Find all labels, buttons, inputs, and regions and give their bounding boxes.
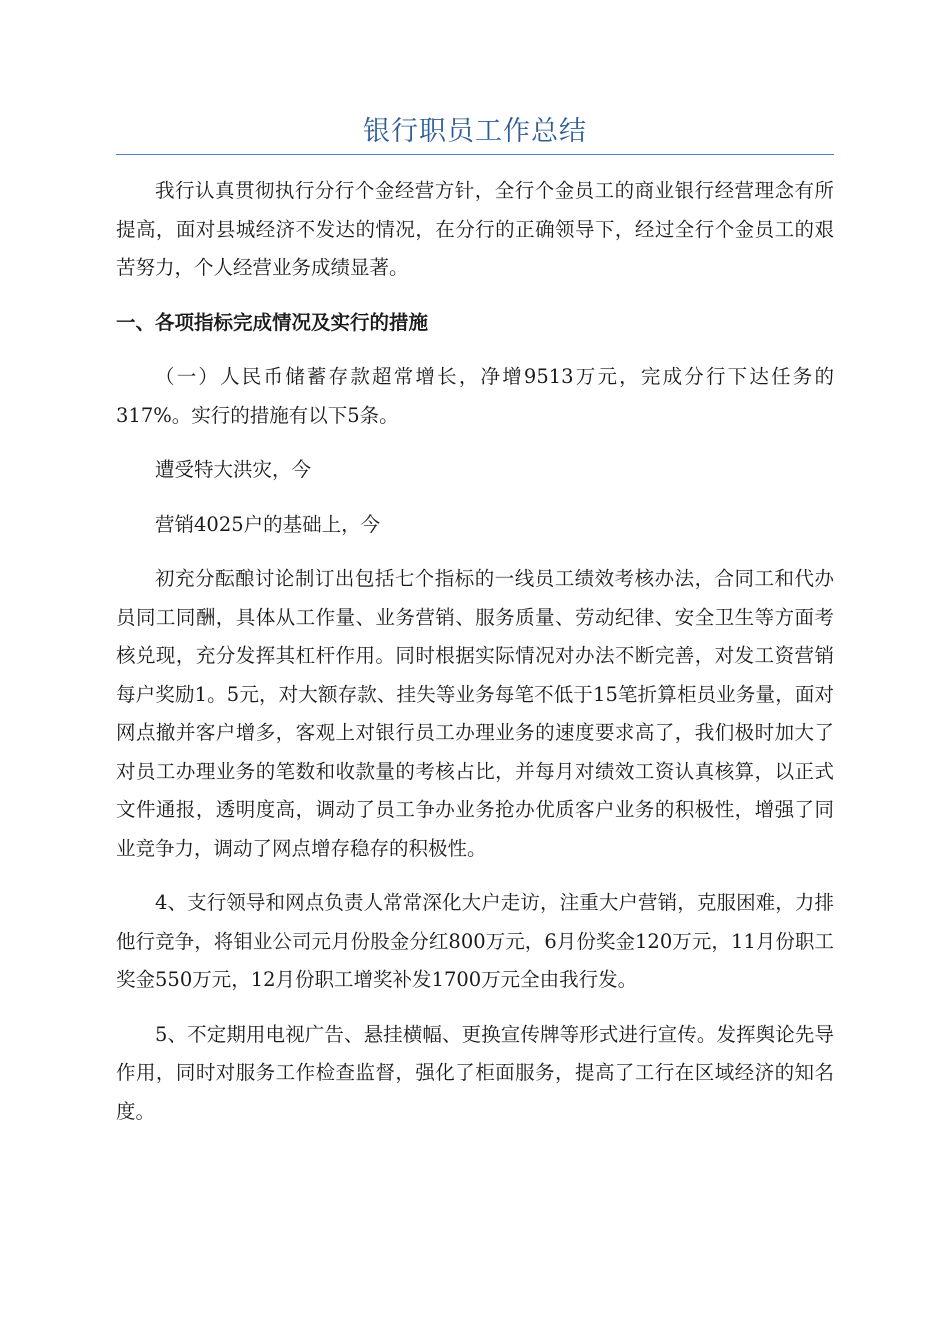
section-heading: 一、各项指标完成情况及实行的措施 (116, 310, 429, 334)
subsection-paragraph: （一）人民币储蓄存款超常增长，净增9513万元，完成分行下达任务的317%。实行的措施有以下5条。 (116, 365, 834, 427)
intro-paragraph: 我行认真贯彻执行分行个金经营方针，全行个金员工的商业银行经营理念有所提高，面对县城经济不发达的情况，在分行的正确领导下，经过全行个金员工的艰苦努力，个人经营业务成绩显著。 (116, 179, 834, 279)
item-5-paragraph: 5、不定期用电视广告、悬挂横幅、更换宣传牌等形式进行宣传。发挥舆论先导作用，同时对服务工作检查监督，强化了柜面服务，提高了工行在区域经济的知名度。 (116, 1022, 834, 1123)
assessment-paragraph: 初充分酝酿讨论制订出包括七个指标的一线员工绩效考核办法，合同工和代办员同工同酬，具体从工作量、业务营销、服务质量、劳动纪律、安全卫生等方面考核兑现，充分发挥其杠杆作用。同时根据实际情况对办法不断完善，对发工资营销每户奖励1。5元，对大额存款、挂失等业务每笔不低于15笔折算柜员业务量，面对网点撤并客户增多，客观上对银行员工办理业务的速度要求高了，我们极时加大了对员工办理业务的笔数和收款量的考核占比，并每月对绩效工资认真核算，以正式文件通报，透明度高，调动了员工争办业务抢办优质客户业务的积极性，增强了同业竞争力，调动了网点增存稳存的积极性。 (116, 567, 834, 860)
item-4-paragraph: 4、支行领导和网点负责人常常深化大户走访，注重大户营销，克服困难，力排他行竞争，将钼业公司元月份股金分红800万元，6月份奖金120万元，11月份职工奖金550万元，12月份职工增奖补发1700万元全由我行发。 (116, 891, 834, 991)
fragment-paragraph-1: 遭受特大洪灾，今 (155, 458, 312, 481)
fragment-paragraph-2: 营销4025户的基础上，今 (155, 512, 381, 536)
document-title: 银行职员工作总结 (363, 116, 587, 147)
document-body (116, 172, 834, 1131)
title-divider (116, 154, 834, 155)
